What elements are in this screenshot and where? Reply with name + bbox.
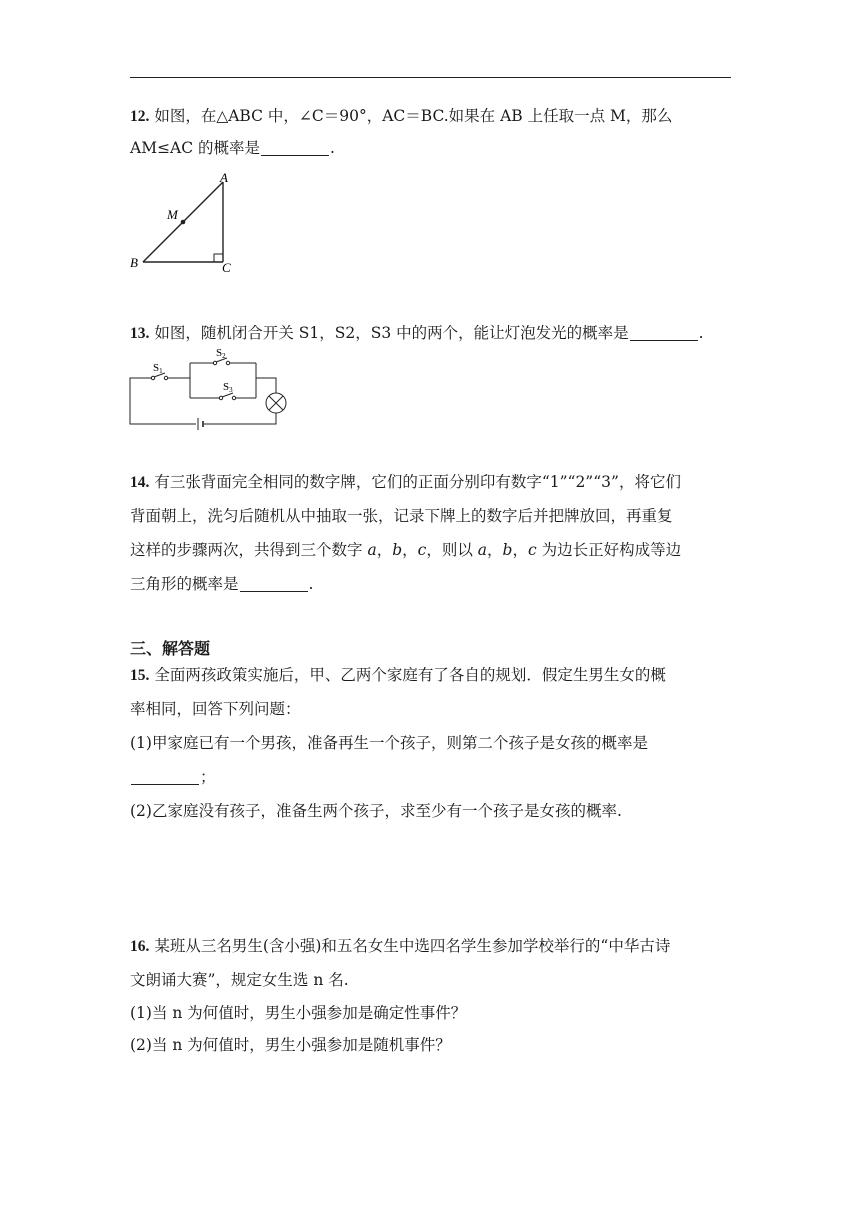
q12-period: .	[330, 139, 335, 157]
q12-line-1	[130, 106, 672, 127]
comma: ，	[487, 541, 503, 559]
q14-text-1: 有三张背面完全相同的数字牌，它们的正面分别印有数字“1”“2”“3”，将它们	[154, 473, 681, 491]
q16-line-1	[130, 936, 670, 957]
q14-text-2: 背面朝上，洗匀后随机从中抽取一张，记录下牌上的数字后并把牌放回，再重复	[130, 507, 673, 525]
label-b: B	[130, 255, 138, 270]
answer-blank-q14[interactable]	[240, 575, 308, 592]
var-b: b	[502, 541, 513, 559]
q14-period: .	[308, 575, 314, 593]
point-m	[181, 220, 186, 225]
q16-number: 16.	[130, 938, 150, 955]
q16-text-1: 某班从三名男生(含小强)和五名女生中选四名学生参加学校举行的“中华古诗	[154, 937, 671, 955]
wire-bottom	[204, 413, 276, 424]
q14-number: 14.	[130, 474, 150, 491]
q15-semicolon: ；	[200, 768, 216, 786]
s1-contact-right	[164, 376, 167, 379]
q14-text-3c: 为边长正好构成等边	[536, 541, 682, 559]
q13-line-1	[130, 323, 704, 344]
s3-contact-right	[232, 396, 235, 399]
q16-part-1-text: (1)当 n 为何值时，男生小强参加是确定性事件？	[130, 1004, 467, 1022]
s1-label: S1	[153, 362, 163, 375]
q12-text-2: AM≤AC 的概率是	[130, 139, 261, 157]
s2-contact-right	[226, 361, 229, 364]
q16-part-2-text: (2)当 n 为何值时，男生小强参加是随机事件？	[130, 1036, 451, 1054]
q12-number: 12.	[130, 108, 150, 125]
answer-blank-q12[interactable]	[261, 139, 329, 156]
q15-text-2: 率相同，回答下列问题：	[130, 700, 301, 718]
q15-part-1	[130, 733, 648, 753]
answer-blank-q13[interactable]	[630, 324, 698, 341]
label-m: M	[167, 207, 178, 222]
wire-left	[130, 378, 196, 424]
q16-line-2	[130, 970, 349, 990]
var-c: c	[417, 541, 427, 559]
q15-line-2	[130, 699, 301, 719]
q14-line-1	[130, 472, 681, 493]
label-a: A	[220, 170, 228, 185]
var-a: a	[477, 541, 488, 559]
wire-to-lamp	[256, 378, 276, 393]
q15-part-2	[130, 801, 622, 821]
answer-blank-q15[interactable]	[131, 768, 199, 785]
q15-number: 15.	[130, 667, 150, 684]
q14-text-3b: ，则以	[426, 541, 478, 559]
q13-period: .	[698, 324, 704, 342]
var-c: c	[528, 541, 537, 559]
q15-part-2-text: (2)乙家庭没有孩子，准备生两个孩子，求至少有一个孩子是女孩的概率.	[130, 802, 622, 820]
comma: ，	[402, 541, 418, 559]
comma: ，	[512, 541, 528, 559]
section-heading: 三、解答题	[130, 639, 211, 658]
comma: ，	[376, 541, 393, 559]
q14-text-3a: 这样的步骤两次，共得到三个数字	[130, 541, 368, 559]
q14-line-2	[130, 506, 673, 526]
var-a: a	[367, 541, 377, 559]
q15-text-1: 全面两孩政策实施后，甲、乙两个家庭有了各自的规划．假定生男生女的概	[154, 666, 666, 684]
q15-part-1-text: (1)甲家庭已有一个男孩，准备再生一个孩子，则第二个孩子是女孩的概率是	[130, 734, 648, 752]
var-b: b	[392, 541, 403, 559]
q14-text-4: 三角形的概率是	[130, 575, 239, 593]
q12-text-1: 如图，在△ABC 中，∠C＝90°，AC＝BC.如果在 AB 上任取一点 M，那么	[154, 107, 673, 125]
q13-text-1: 如图，随机闭合开关 S1，S2，S3 中的两个，能让灯泡发光的概率是	[154, 324, 629, 342]
q16-part-2	[130, 1035, 451, 1055]
s3-label: S3	[223, 381, 233, 394]
q13-circuit-figure	[126, 345, 286, 430]
q15-line-1	[130, 665, 666, 686]
s2-label: S2	[216, 347, 226, 360]
label-c: C	[222, 260, 231, 275]
q16-part-1	[130, 1003, 466, 1023]
q12-line-2	[130, 138, 335, 158]
header-rule	[130, 77, 731, 78]
q14-line-3	[130, 540, 681, 560]
q13-number: 13.	[130, 325, 150, 342]
q14-line-4	[130, 574, 313, 594]
q15-part-1-answer	[130, 767, 216, 787]
q16-text-2: 文朗诵大赛”，规定女生选 n 名.	[130, 971, 349, 989]
q12-triangle-figure	[126, 166, 246, 278]
